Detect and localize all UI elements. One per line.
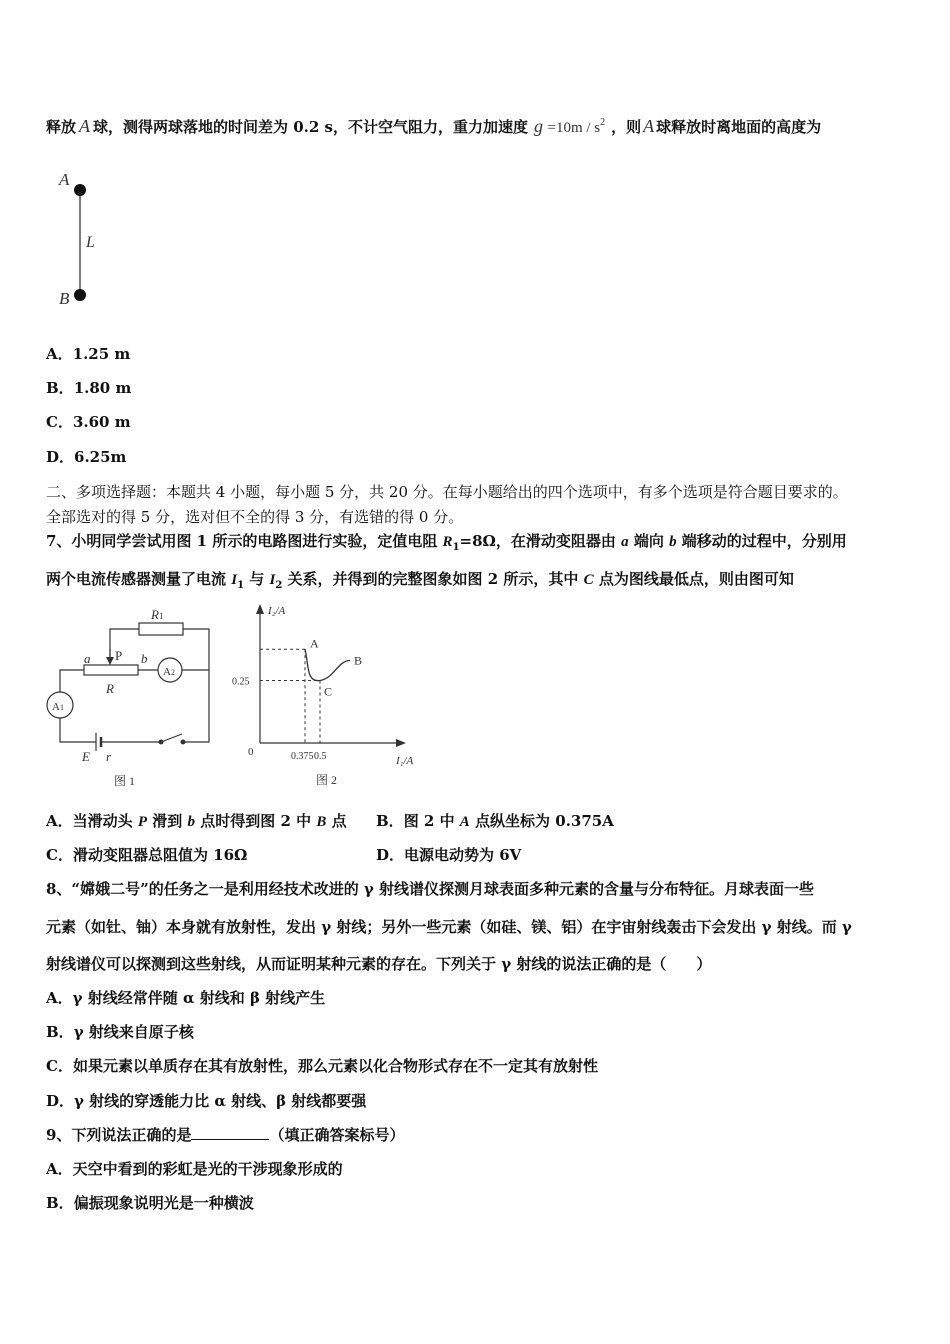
label-a: a xyxy=(84,651,91,666)
label-a2: A2 xyxy=(163,666,175,678)
q6-option-a[interactable]: A．1.25 m xyxy=(46,345,131,363)
symbol-a: A xyxy=(79,116,91,136)
data-curve xyxy=(305,649,350,680)
point-label-b: B xyxy=(354,653,363,668)
q9-option-b[interactable]: B．偏振现象说明光是一种横波 xyxy=(46,1194,254,1212)
figure-label-l: L xyxy=(86,234,95,251)
q8-option-c[interactable]: C．如果元素以单质存在其有放射性，那么元素以化合物形式存在不一定其有放射性 xyxy=(46,1057,598,1075)
q7-option-c[interactable]: C．滑动变阻器总阻值为 16Ω xyxy=(46,846,248,864)
ball-b xyxy=(74,289,86,301)
label-a1: A1 xyxy=(52,701,64,713)
slider-arrow-p xyxy=(106,657,114,665)
section2-instructions: 二、多项选择题：本题共 4 小题，每小题 5 分，共 20 分。在每小题给出的四个选项中，有多个选项是符合题目要求的。 xyxy=(46,483,848,501)
q9-stem: 9、下列说法正确的是 （填正确答案标号） xyxy=(46,1126,405,1144)
q7-option-a[interactable]: A．当滑动头 P 滑到 b 点时得到图 2 中 B 点 xyxy=(46,812,347,830)
ball-a xyxy=(74,184,86,196)
rheostat-r xyxy=(84,665,138,675)
resistor-r1 xyxy=(139,623,183,635)
q8-option-a[interactable]: A．γ 射线经常伴随 α 射线和 β 射线产生 xyxy=(46,989,326,1007)
point-label-a: A xyxy=(310,636,319,651)
x-axis-arrow xyxy=(396,739,406,747)
figure1-caption: 图 1 xyxy=(114,774,136,788)
q7-option-d[interactable]: D．电源电动势为 6V xyxy=(376,846,522,864)
q7-stem-line2: 两个电流传感器测量了电流 $I_1$ 与 $I_2$ 关系，并得到的完整图象如图 2 所示，其中 C 点为图线最低点，则由图可知 xyxy=(46,570,794,591)
figure2-caption: 图 2 xyxy=(316,773,338,787)
q7-graph-figure xyxy=(230,598,430,790)
y-axis-arrow xyxy=(256,604,264,614)
figure-label-b: B xyxy=(59,289,70,308)
q8-stem-line3: 射线谱仪可以探测到这些射线，从而证明某种元素的存在。下列关于 γ 射线的说法正确的是（ ） xyxy=(46,955,712,973)
label-r: R xyxy=(106,681,114,696)
x-tick-label: 0.375 xyxy=(291,751,314,762)
x-tick-label: 0.5 xyxy=(314,751,327,762)
label-p: P xyxy=(115,648,123,663)
q8-option-b[interactable]: B．γ 射线来自原子核 xyxy=(46,1023,194,1041)
gravity-formula: $g =10m / s^2$ xyxy=(534,116,606,136)
q6-option-b[interactable]: B．1.80 m xyxy=(46,379,132,397)
symbol-a: A xyxy=(643,116,655,136)
label-r-internal: r xyxy=(106,749,112,764)
q8-stem-line1: 8、“嫦娥二号”的任务之一是利用经技术改进的 γ 射线谱仪探测月球表面多种元素的含量与分布特征。月球表面一些 xyxy=(46,880,815,898)
q8-stem-line2: 元素（如钍、铀）本身就有放射性，发出 γ 射线；另外一些元素（如硅、镁、铝）在宇宙射线轰击下会发出 γ 射线。而 γ xyxy=(46,918,852,936)
q9-option-a[interactable]: A．天空中看到的彩虹是光的干涉现象形成的 xyxy=(46,1160,343,1178)
x-axis-label: I₁/A xyxy=(396,755,414,767)
q7-stem-line1: 7、小明同学尝试用图 1 所示的电路图进行实验，定值电阻 $R_1=8\Omega$，在滑动变阻器由 a 端向 b 端移动的过程中，分别用 xyxy=(46,532,847,553)
q6-option-d[interactable]: D．6.25m xyxy=(46,448,127,466)
point-label-c: C xyxy=(324,684,333,699)
origin-label: 0 xyxy=(248,746,254,758)
y-tick-label: 0.25 xyxy=(232,676,250,688)
wire-top-right xyxy=(183,629,209,742)
section2-instructions-2: 全部选对的得 5 分，选对但不全的得 3 分，有选错的得 0 分。 xyxy=(46,508,464,526)
q6-rod-figure xyxy=(50,165,110,310)
switch-lever xyxy=(161,734,182,742)
label-e: E xyxy=(82,749,90,764)
wire-bottom-left xyxy=(60,718,96,742)
wire-left xyxy=(60,670,84,692)
q6-option-c[interactable]: C．3.60 m xyxy=(46,413,131,431)
q7-circuit-figure xyxy=(44,605,224,795)
switch-contact-right xyxy=(181,740,185,744)
q8-option-d[interactable]: D．γ 射线的穿透能力比 α 射线、β 射线都要强 xyxy=(46,1092,367,1110)
figure-label-a: A xyxy=(59,170,70,189)
label-b: b xyxy=(141,651,148,666)
label-r1: R1 xyxy=(151,607,164,622)
q6-stem-line: 释放 A 球，测得两球落地的时间差为 0.2 s，不计空气阻力，重力加速度 $g =10m / s^2$ ，则 A 球释放时离地面的高度为 xyxy=(46,116,822,136)
q7-option-b[interactable]: B．图 2 中 A 点纵坐标为 0.375A xyxy=(376,812,614,830)
y-axis-label: I₂/A xyxy=(268,605,286,617)
answer-blank[interactable] xyxy=(191,1125,269,1140)
